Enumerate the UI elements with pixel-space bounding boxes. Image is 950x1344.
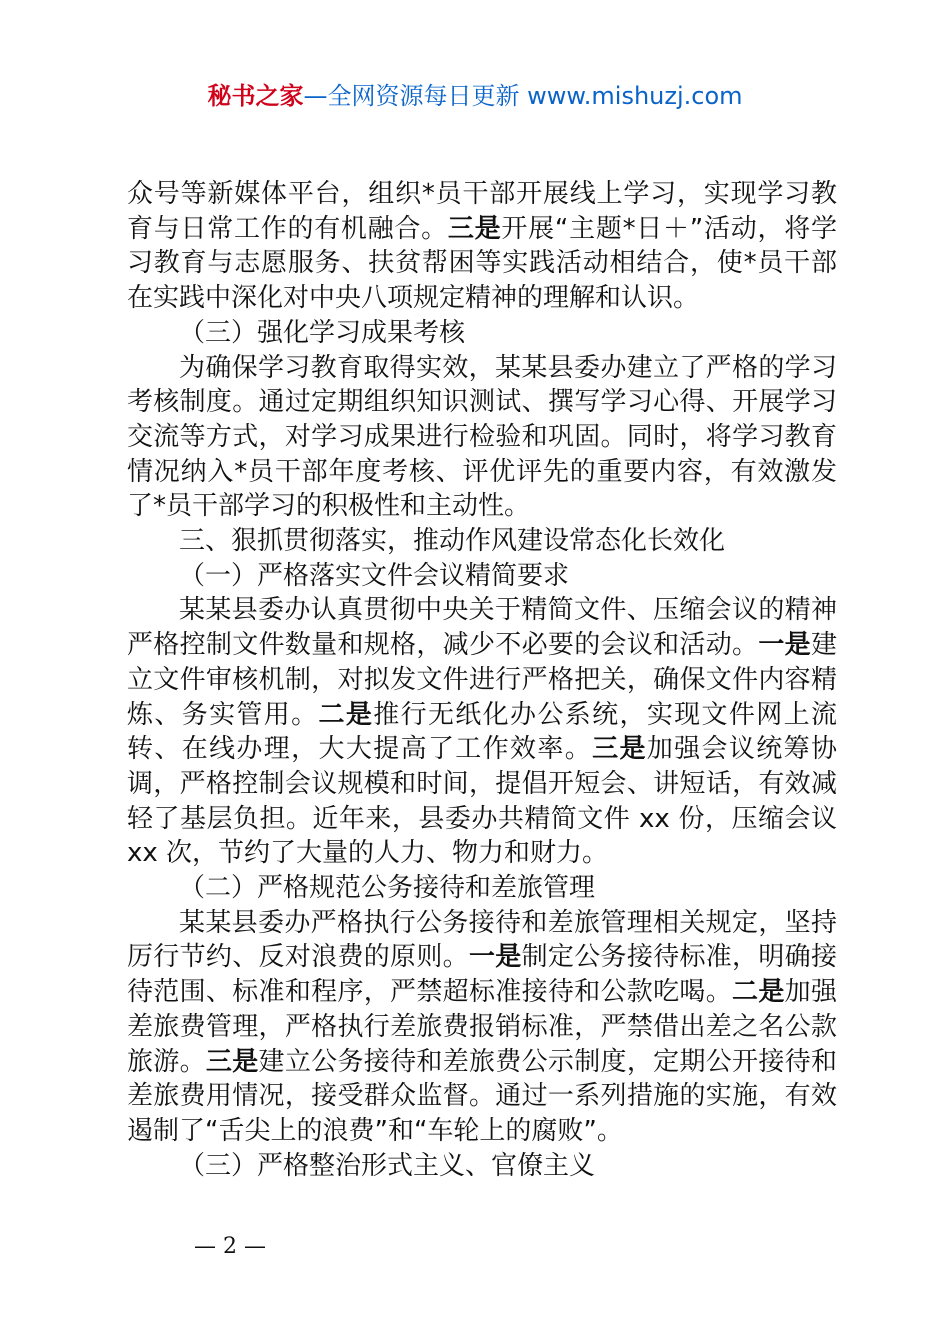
- text-run: （一）严格落实文件会议精简要求: [179, 560, 570, 591]
- text-run: 某某县委办严格执行公务接待和差旅管理相关规定，坚持厉行节约、反对浪费的原则。: [127, 907, 837, 973]
- site-brand: 秘书之家: [207, 82, 304, 110]
- bold-run: 一是: [468, 942, 522, 973]
- section-heading: [127, 1149, 837, 1184]
- bold-run: 三是: [447, 213, 502, 244]
- chapter-heading: [127, 524, 837, 559]
- text-run: 某某县委办认真贯彻中央关于精简文件、压缩会议的精神严格控制文件数量和规格，减少不必要的会议和活动。: [127, 595, 837, 661]
- text-run: 加强差旅费管理，严格执行差旅费报销标准，严禁借出差之名公款旅游。: [127, 977, 837, 1077]
- site-tagline: —全网资源每日更新 www.mishuzj.com: [303, 82, 743, 110]
- bold-run: 三是: [205, 1046, 259, 1077]
- text-run: （三）严格整治形式主义、官僚主义: [179, 1150, 596, 1181]
- page-number: — 2 —: [194, 1234, 266, 1259]
- section-heading: [127, 559, 837, 594]
- text-run: 众号等新媒体平台，组织*员干部开展线上学习，实现学习教育与日常工作的有机融合。: [127, 179, 837, 244]
- text-run: 建立公务接待和差旅费公示制度，定期公开接待和差旅费用情况，接受群众监督。通过一系列措施的实施，有效遏制了“舌尖上的浪费”和“车轮上的腐败”。: [127, 1046, 837, 1146]
- text-run: 建立文件审核机制，对拟发文件进行严格把关，确保文件内容精炼、务实管用。: [127, 630, 837, 730]
- text-run: 推行无纸化办公系统，实现文件网上流转、在线办理，大大提高了工作效率。: [127, 699, 837, 765]
- paragraph: [127, 177, 837, 316]
- section-heading: [127, 871, 837, 906]
- bold-run: 三是: [592, 734, 647, 765]
- text-run: 三、狠抓贯彻落实，推动作风建设常态化长效化: [179, 526, 726, 557]
- text-run: （三）强化学习成果考核: [179, 317, 466, 348]
- paragraph: [127, 906, 837, 1149]
- text-run: 开展“主题*日＋”活动，将学习教育与志愿服务、扶贫帮困等实践活动相结合，使*员干部在实践中深化对中央八项规定精神的理解和认识。: [127, 213, 837, 314]
- text-run: （二）严格规范公务接待和差旅管理: [179, 873, 596, 904]
- paragraph: [127, 593, 837, 871]
- bold-run: 二是: [732, 977, 785, 1008]
- bold-run: 二是: [318, 699, 374, 730]
- section-heading: [127, 316, 837, 351]
- paragraph: [127, 351, 837, 525]
- text-run: 加强会议统筹协调，严格控制会议规模和时间，提倡开短会、讲短话，有效减轻了基层负担。近年来，县委办共精简文件 xx 份，压缩会议 xx 次，节约了大量的人力、物力和财力。: [127, 734, 837, 869]
- bold-run: 一是: [758, 630, 811, 661]
- site-header: [0, 80, 950, 112]
- document-body: [127, 177, 837, 1183]
- text-run: 制定公务接待标准，明确接待范围、标准和程序，严禁超标准接待和公款吃喝。: [127, 942, 837, 1008]
- text-run: 为确保学习教育取得实效，某某县委办建立了严格的学习考核制度。通过定期组织知识测试、撰写学习心得、开展学习交流等方式，对学习成果进行检验和巩固。同时，将学习教育情况纳入*员干部年度考核、评优评先的重要内容，有效激发了*员干部学习的积极性和主动性。: [127, 352, 837, 522]
